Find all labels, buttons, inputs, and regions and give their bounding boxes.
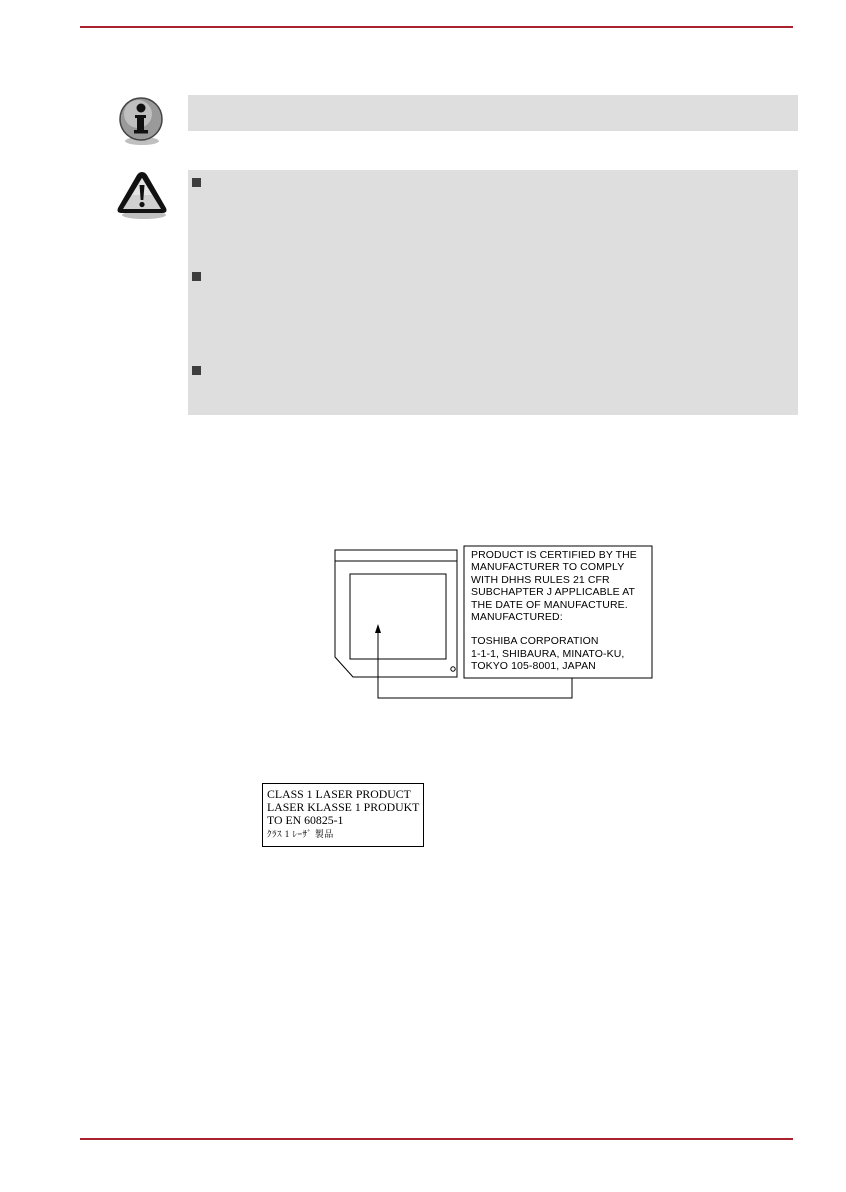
footer-rule — [80, 1138, 793, 1140]
cert-line: MANUFACTURED: — [471, 611, 563, 624]
cert-line: SUBCHAPTER J APPLICABLE AT — [471, 586, 636, 599]
arrow-head — [375, 624, 381, 633]
cert-line: PRODUCT IS CERTIFIED BY THE — [471, 549, 637, 561]
drive-screw-hole — [451, 667, 455, 671]
certification-label-text — [471, 549, 651, 673]
laser-label-line: CLASS 1 LASER PRODUCT — [267, 787, 411, 801]
drive-label-area — [350, 574, 446, 659]
laser-label-line: LASER KLASSE 1 PRODUKT — [267, 800, 420, 815]
laser-label-line: TO EN 60825-1 — [267, 813, 344, 828]
laser-label-japanese: ｸﾗｽ 1 ﾚｰｻﾞ 製品 — [267, 828, 334, 839]
cert-line: WITH DHHS RULES 21 CFR — [471, 573, 610, 586]
cert-address-line: 1-1-1, SHIBAURA, MINATO-KU, — [471, 647, 625, 660]
cert-line: THE DATE OF MANUFACTURE. — [471, 598, 628, 611]
cert-address-line: TOSHIBA CORPORATION — [471, 635, 599, 648]
optical-drive-outline — [335, 550, 457, 677]
cert-line: MANUFACTURER TO COMPLY — [471, 561, 625, 574]
laser-class-label — [262, 783, 424, 847]
cert-address-line: TOKYO 105-8001, JAPAN — [471, 660, 596, 673]
